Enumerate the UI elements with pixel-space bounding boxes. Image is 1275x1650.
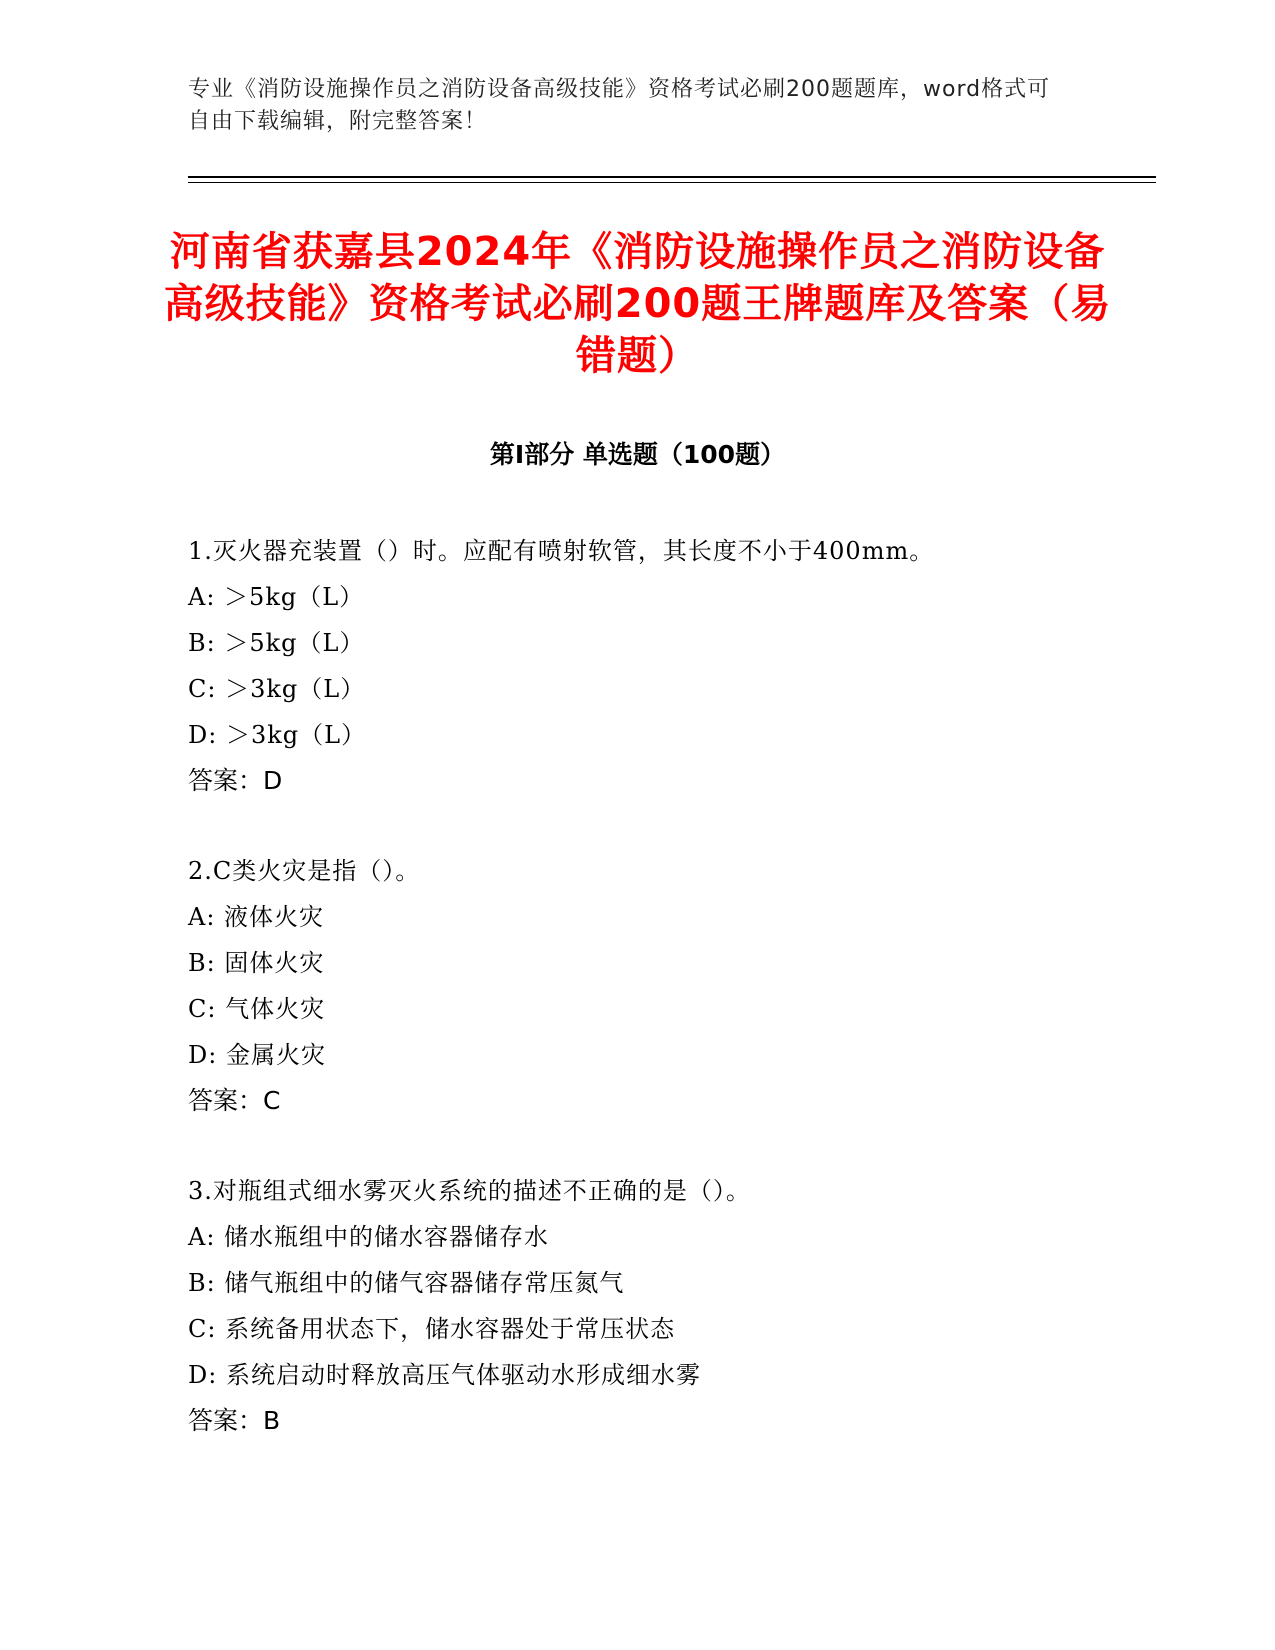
option-b: B: 储气瓶组中的储气容器储存常压氮气 xyxy=(188,1269,625,1297)
option-c: C: ＞3kg（L） xyxy=(188,675,366,703)
option-a: A: 储水瓶组中的储水容器储存水 xyxy=(188,1223,550,1251)
option-c: C: 系统备用状态下，储水容器处于常压状态 xyxy=(188,1315,676,1343)
question-1 xyxy=(188,528,1108,804)
header-divider-thick xyxy=(188,176,1156,178)
answer-line: 答案：D xyxy=(188,766,283,795)
section-heading: 第I部分 单选题（100题） xyxy=(489,440,786,469)
question-2 xyxy=(188,848,1108,1124)
option-b: B: ＞5kg（L） xyxy=(188,629,365,657)
question-stem: 2.C类火灾是指（）。 xyxy=(188,857,421,885)
question-stem: 3.对瓶组式细水雾灭火系统的描述不正确的是（）。 xyxy=(188,1177,751,1205)
header-divider-thin xyxy=(188,182,1156,183)
option-b: B: 固体火灾 xyxy=(188,949,325,977)
option-a: A: ＞5kg（L） xyxy=(188,583,365,611)
header-note: 专业《消防设施操作员之消防设备高级技能》资格考试必刷200题题库，word格式可自由下载编辑，附完整答案！ xyxy=(188,77,1051,134)
answer-line: 答案：B xyxy=(188,1406,281,1435)
option-c: C: 气体火灾 xyxy=(188,995,326,1023)
option-a: A: 液体火灾 xyxy=(188,903,325,931)
question-list xyxy=(188,528,1108,1488)
answer-line: 答案：C xyxy=(188,1086,281,1115)
question-stem: 1.灭火器充装置（）时。应配有喷射软管，其长度不小于400mm。 xyxy=(188,537,935,565)
option-d: D: 金属火灾 xyxy=(188,1041,326,1069)
question-3 xyxy=(188,1168,1108,1444)
option-d: D: 系统启动时释放高压气体驱动水形成细水雾 xyxy=(188,1361,701,1389)
document-title: 河南省获嘉县2024年《消防设施操作员之消防设备高级技能》资格考试必刷200题王牌题库及答案（易错题） xyxy=(163,229,1112,379)
option-d: D: ＞3kg（L） xyxy=(188,721,367,749)
